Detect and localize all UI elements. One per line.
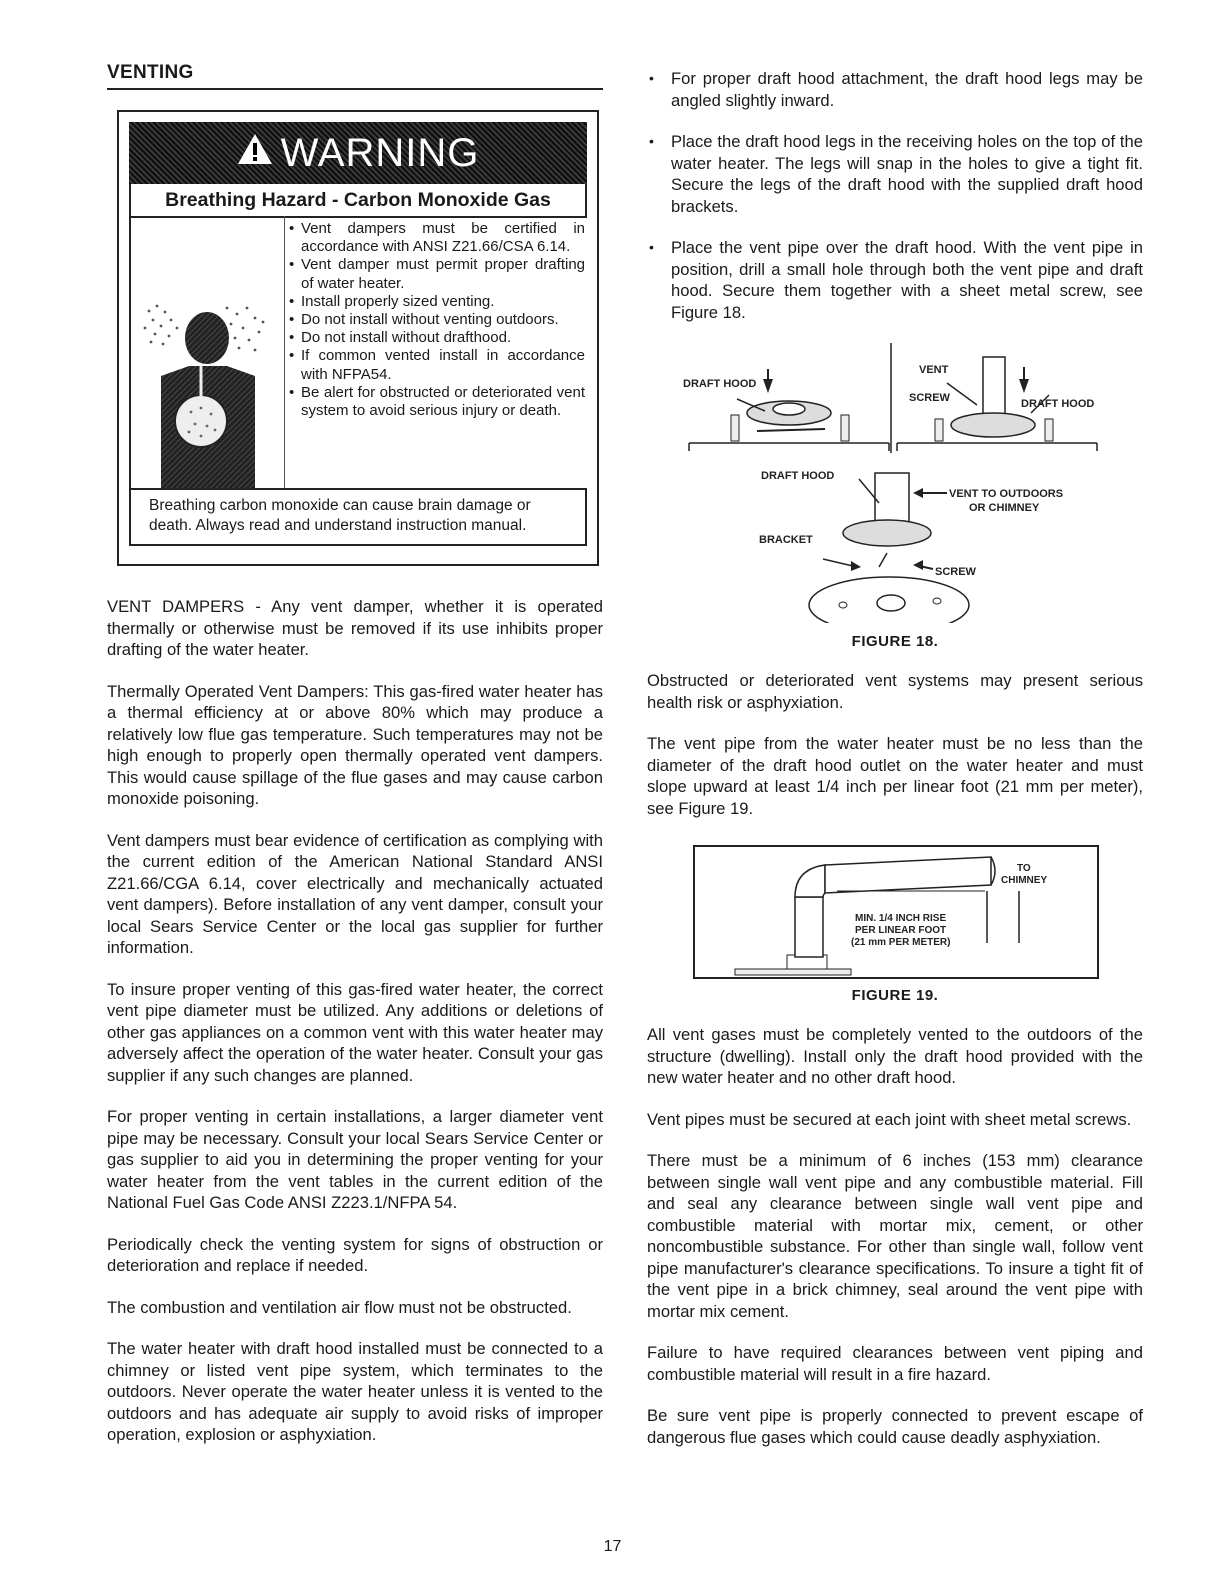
warning-triangle-icon bbox=[237, 133, 273, 174]
label-draft-hood-right: DRAFT HOOD bbox=[1021, 398, 1095, 410]
paragraph: The combustion and ventilation air flow must not be obstructed. bbox=[107, 1297, 572, 1317]
paragraph: The water heater with draft hood installed must be connected to a chimney or listed vent pipe system, which terminates to the outdoors. Never operate the water heater unless it is vented to the outdoors and has adequate air supply to avoid risks of improper operation, explosion or asphyxiation. bbox=[107, 1339, 603, 1444]
warning-bullet: • Be alert for obstructed or deteriorated vent system to avoid serious injury or death. bbox=[289, 384, 585, 420]
paragraph: To insure proper venting of this gas-fired water heater, the correct vent pipe diameter must be utilized. Any additions or deletions of other gas appliances on a common vent with this water heater may adversely affect the operation of the water heater. Consult your gas supplier if any such changes are planned. bbox=[107, 979, 603, 1085]
paragraph: All vent gases must be completely vented to the outdoors of the structure (dwelling). Install only the draft hood provided with the new water heater and no other draft hood. bbox=[647, 1025, 1143, 1087]
install-bullet: • Place the vent pipe over the draft hood. With the vent pipe in position, drill a small hole through both the vent pipe and draft hood. Secure them together with a sheet metal screw, see Figure 18. bbox=[647, 237, 1143, 323]
label-to: TO bbox=[1017, 863, 1031, 874]
warning-bullet: • Do not install without drafthood. bbox=[289, 329, 585, 347]
paragraph: Periodically check the venting system for signs of obstruction or deterioration and replace if needed. bbox=[107, 1234, 603, 1275]
warning-subtitle: Breathing Hazard - Carbon Monoxide Gas bbox=[129, 184, 587, 218]
label-draft-hood-left: DRAFT HOOD bbox=[683, 378, 757, 390]
warning-footer: Breathing carbon monoxide can cause brain damage or death. Always read and understand instruction manual. bbox=[129, 488, 587, 546]
label-rise-2: PER LINEAR FOOT bbox=[855, 925, 947, 936]
label-screw-bottom: SCREW bbox=[935, 566, 976, 578]
warning-bullet: • Vent damper must permit proper drafting of water heater. bbox=[289, 256, 585, 292]
label-or-chimney: OR CHIMNEY bbox=[969, 502, 1040, 514]
figure-18-diagram bbox=[647, 343, 1143, 623]
label-vent: VENT bbox=[919, 364, 949, 376]
page-number: 17 bbox=[603, 1538, 622, 1555]
warning-bullet: • Do not install without venting outdoors. bbox=[289, 311, 585, 329]
paragraph: There must be a minimum of 6 inches (153 mm) clearance between single wall vent pipe and any combustible material. Fill and seal any clearance between single wall vent pipe and combustible material with mortar mix, cement, or other noncombustible substance. For other than single wall, follow vent pipe manufacturer's clearance specifications. To insure a tight fit of the vent pipe in a brick chimney, seal around the vent pipe with mortar mix cement. bbox=[647, 1151, 1143, 1321]
left-column bbox=[107, 62, 603, 1466]
label-rise-1: MIN. 1/4 INCH RISE bbox=[855, 913, 947, 924]
label-screw-top: SCREW bbox=[909, 392, 950, 404]
figure-19-diagram bbox=[693, 845, 1099, 979]
warning-bullet: • Vent dampers must be certified in accordance with ANSI Z21.66/CSA 6.14. bbox=[289, 220, 585, 256]
warning-box bbox=[117, 110, 599, 566]
warning-bullet: • If common vented install in accordance with NFPA54. bbox=[289, 347, 585, 383]
paragraph: Obstructed or deteriorated vent systems may present serious health risk or asphyxiation. bbox=[647, 671, 1143, 712]
paragraph: VENT DAMPERS - Any vent damper, whether it is operated thermally or otherwise must be removed if its use inhibits proper drafting of the water heater. bbox=[107, 597, 603, 659]
paragraph: The vent pipe from the water heater must be no less than the diameter of the draft hood outlet on the water heater and must slope upward at least 1/4 inch per linear foot (21 mm per meter), see Figure 19. bbox=[647, 734, 1143, 818]
label-bracket: BRACKET bbox=[759, 534, 813, 546]
warning-divider bbox=[284, 216, 285, 488]
figure-18-caption: FIGURE 18. bbox=[851, 633, 939, 650]
paragraph: Failure to have required clearances between vent piping and combustible material will result in a fire hazard. bbox=[647, 1343, 1143, 1384]
warning-bullet: • Install properly sized venting. bbox=[289, 293, 585, 311]
breathing-hazard-illustration bbox=[129, 216, 285, 488]
warning-banner bbox=[129, 122, 587, 184]
warning-title: WARNING bbox=[280, 130, 480, 175]
install-bullet-list bbox=[647, 68, 1143, 323]
paragraph: Vent pipes must be secured at each joint with sheet metal screws. bbox=[647, 1109, 1132, 1129]
paragraph: Be sure vent pipe is properly connected to prevent escape of dangerous flue gases which could cause deadly asphyxiation. bbox=[647, 1406, 1143, 1447]
right-column bbox=[647, 62, 1143, 1468]
label-vent-to-outdoors: VENT TO OUTDOORS bbox=[949, 488, 1064, 500]
paragraph: Vent dampers must bear evidence of certification as complying with the current edition of the American National Standard ANSI Z21.66/CGA 6.14, cover electrically and mechanically actuated vent dampers). Before installation of any vent damper, consult your local Sears Service Center or the local gas supplier for further information. bbox=[107, 830, 603, 957]
paragraph: For proper venting in certain installations, a larger diameter vent pipe may be necessary. Consult your local Sears Service Center or gas supplier to aid you in determining the proper venting for your water heater from the vent tables in the current edition of the National Fuel Gas Code ANSI Z223.1/NFPA 54. bbox=[107, 1107, 603, 1212]
section-heading: VENTING bbox=[107, 62, 603, 90]
label-chimney: CHIMNEY bbox=[1001, 875, 1048, 886]
label-draft-hood-lower: DRAFT HOOD bbox=[761, 470, 835, 482]
warning-bullet-list bbox=[289, 220, 585, 420]
paragraph: Thermally Operated Vent Dampers: This gas-fired water heater has a thermal efficiency at or above 80% which may produce a relatively low flue gas temperature. Such temperatures may not be high enough to properly open thermally operated vent dampers. This would cause spillage of the flue gases and may cause carbon monoxide poisoning. bbox=[107, 681, 603, 808]
figure-19-caption: FIGURE 19. bbox=[851, 987, 939, 1004]
install-bullet: • For proper draft hood attachment, the draft hood legs may be angled slightly inward. bbox=[647, 68, 1143, 111]
label-rise-3: (21 mm PER METER) bbox=[851, 937, 951, 948]
install-bullet: • Place the draft hood legs in the receiving holes on the top of the water heater. The legs will snap in the holes to give a tight fit. Secure the legs of the draft hood with the supplied draft hood brackets. bbox=[647, 131, 1143, 217]
